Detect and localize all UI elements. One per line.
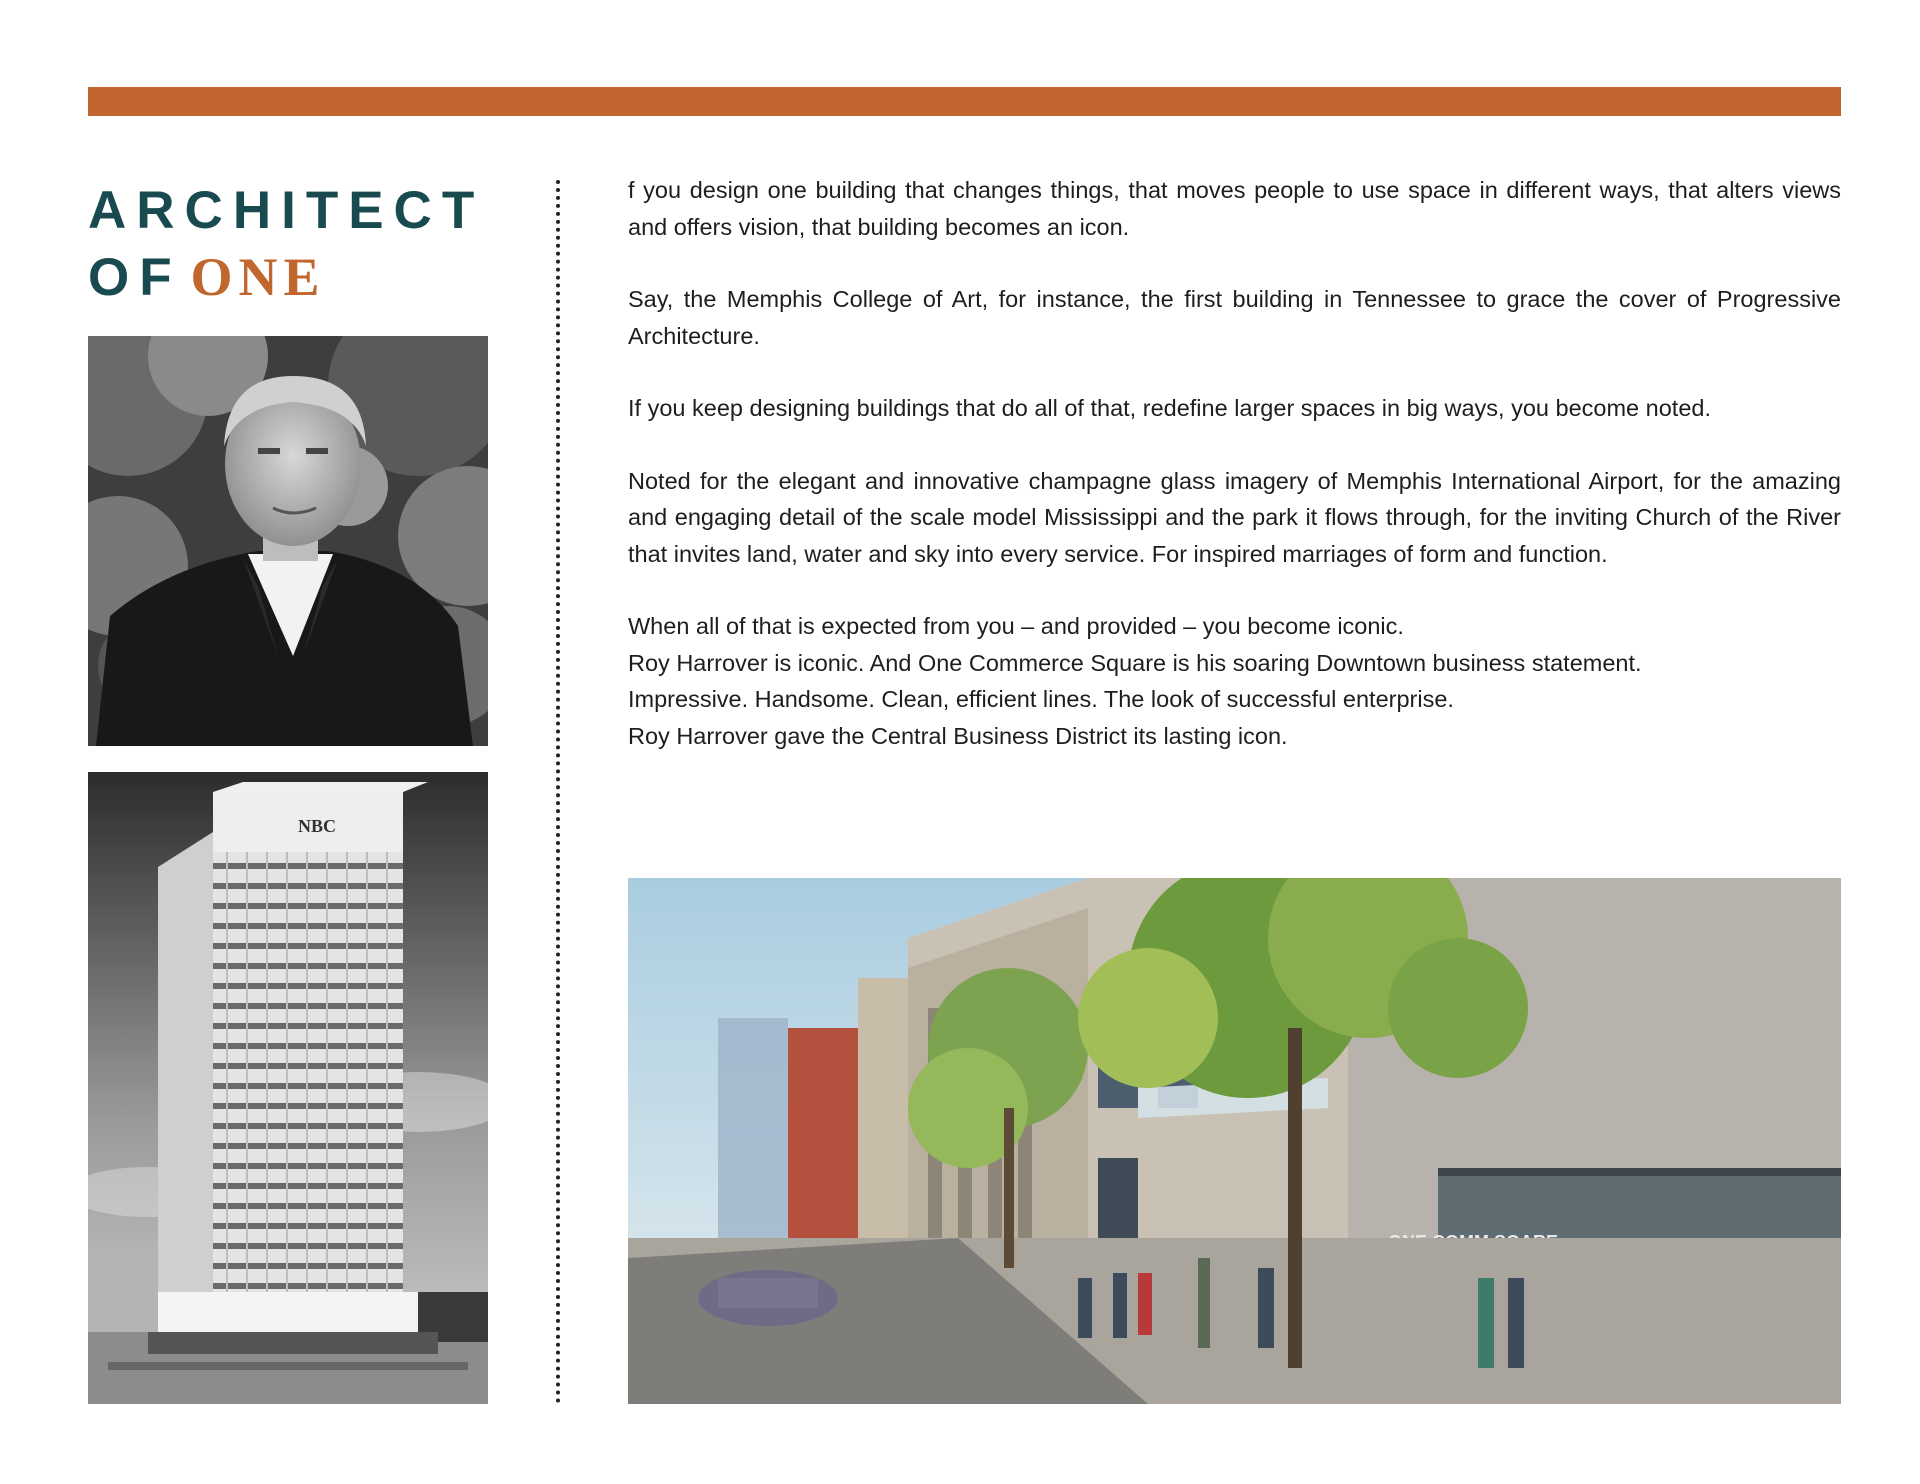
paragraph-1: f you design one building that changes things, that moves people to use space in different ways, that alters views and offers vision, that building becomes an icon.: [628, 177, 1841, 240]
paragraph-5: [628, 608, 1841, 754]
title-line-2: [88, 244, 484, 317]
column-divider: [556, 180, 560, 1404]
tower-sign: NBC: [298, 816, 337, 836]
title-accent: ONE: [190, 247, 326, 307]
tower-photo-icon: [88, 772, 488, 1404]
paragraph-5-line: Roy Harrover is iconic. And One Commerce Square is his soaring Downtown business statement.: [628, 649, 1642, 676]
paragraph-4: Noted for the elegant and innovative champagne glass imagery of Memphis International Airport, for the amazing and engaging detail of the scale model Mississippi and the park it flows through, for the inviting Church of the River that invites land, water and sky into every service. For inspired marriages of form and function.: [628, 467, 1841, 567]
street-illustration-icon: [628, 878, 1841, 1404]
title-prefix: OF: [88, 248, 182, 307]
article-body: [628, 172, 1841, 790]
paragraph-5-line: Roy Harrover gave the Central Business District its lasting icon.: [628, 722, 1288, 749]
title-line-1: ARCHITECT: [88, 181, 485, 240]
top-accent-bar: [88, 87, 1841, 116]
paragraph-5-line: Impressive. Handsome. Clean, efficient lines. The look of successful enterprise.: [628, 686, 1454, 712]
page-title: [88, 178, 484, 317]
portrait-photo-icon: [88, 336, 488, 746]
paragraph-3: If you keep designing buildings that do all of that, redefine larger spaces in big ways, you become noted.: [628, 395, 1711, 421]
paragraph-5-line: When all of that is expected from you – and provided – you become iconic.: [628, 613, 1404, 639]
paragraph-2: Say, the Memphis College of Art, for instance, the first building in Tennessee to grace the cover of Progressive Architecture.: [628, 286, 1841, 349]
